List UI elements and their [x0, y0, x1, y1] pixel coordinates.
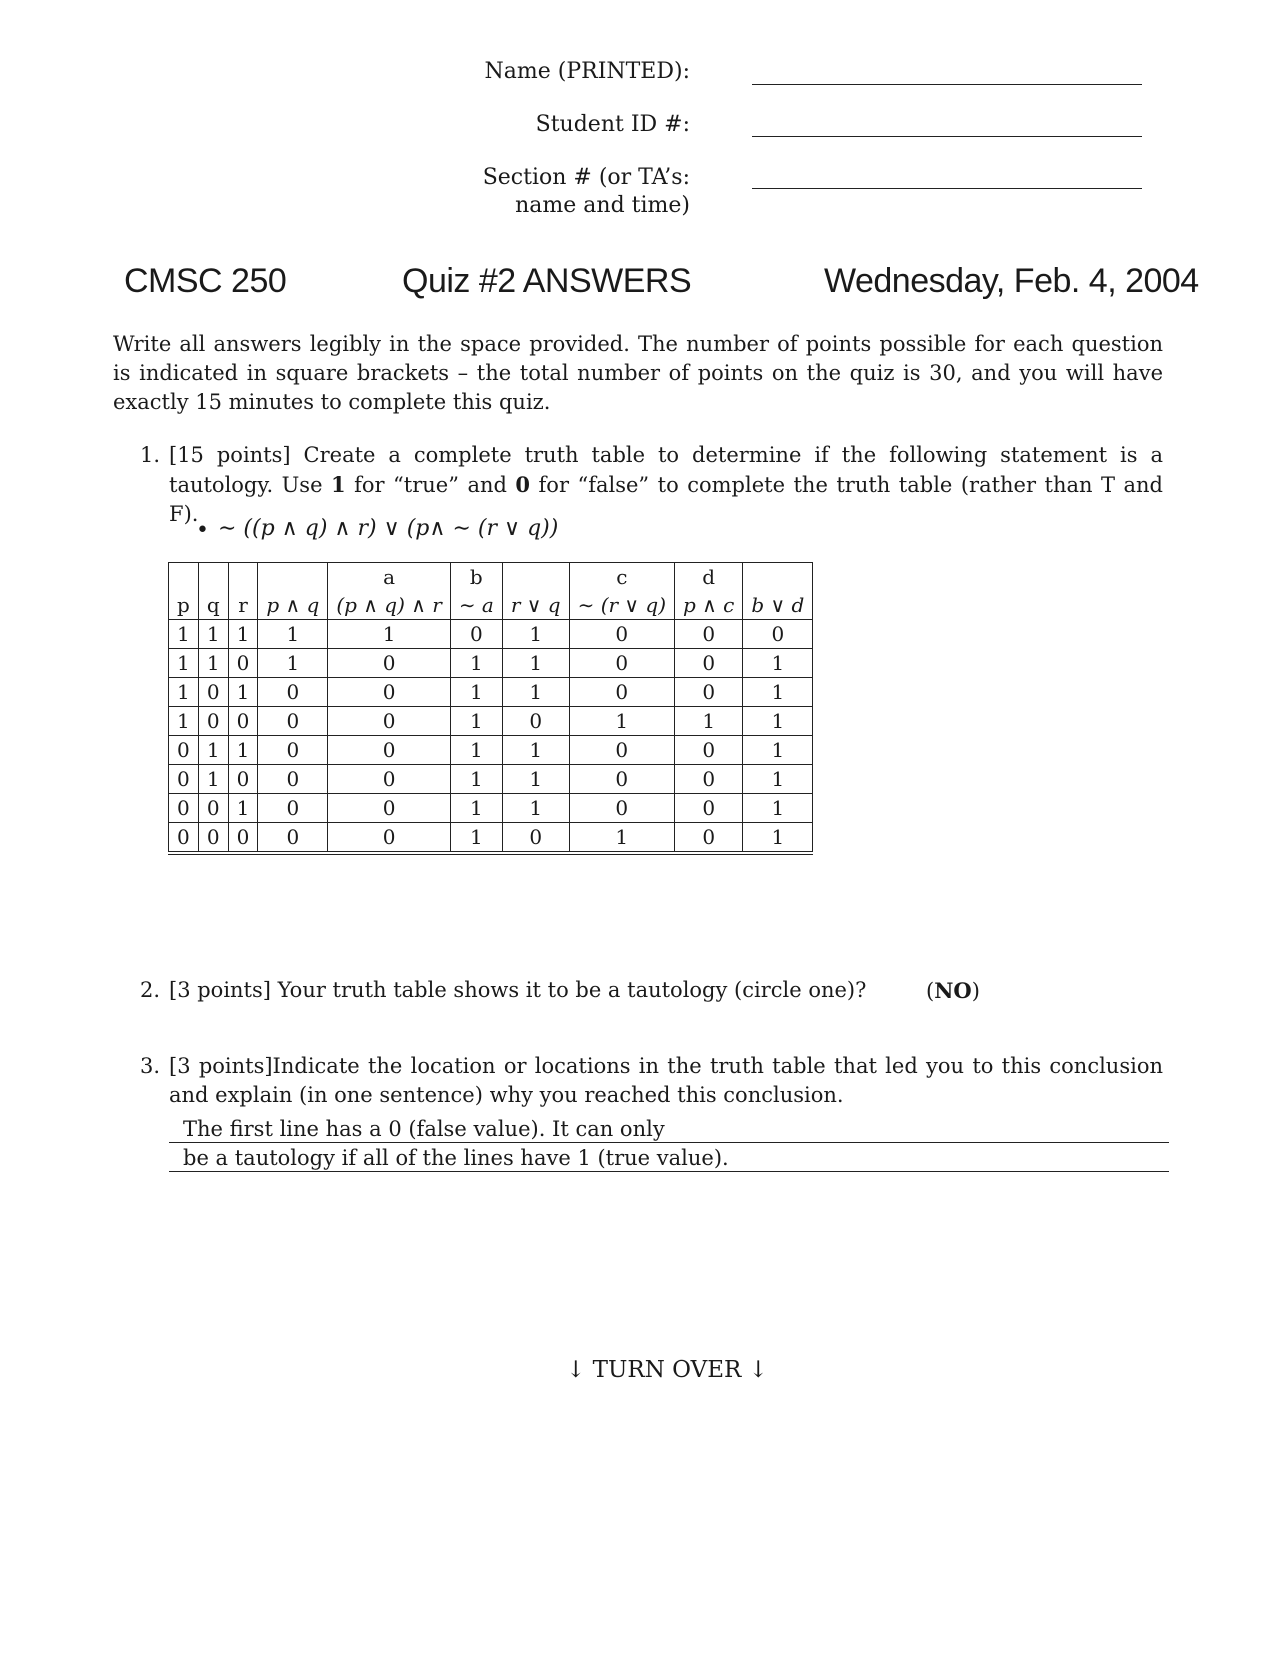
table-row-cell: 0 [569, 794, 674, 823]
table-row-cell: 1 [743, 765, 813, 794]
table-row [169, 736, 813, 765]
table-row-cell: 1 [198, 736, 228, 765]
table-row-cell: 1 [228, 736, 258, 765]
table-row-cell: 1 [743, 678, 813, 707]
table-row-cell: 1 [450, 649, 502, 678]
table-row-cell: 0 [258, 823, 328, 854]
table-row-cell: 0 [675, 620, 743, 649]
table-row-cell: 1 [502, 620, 569, 649]
formula: ∼ ((p ∧ q) ∧ r) ∨ (p∧ ∼ (r ∨ q)) [218, 516, 559, 541]
table-row-cell: 1 [569, 823, 674, 854]
table-row-cell: 0 [675, 736, 743, 765]
q1-text-part-2: for “true” and [345, 473, 516, 497]
table-row-cell: 0 [169, 794, 199, 823]
table-column-label-row-cell [502, 563, 569, 592]
table-row-cell: 0 [258, 794, 328, 823]
table-row-cell: 1 [450, 823, 502, 854]
table-row [169, 649, 813, 678]
table-row-cell: 0 [228, 649, 258, 678]
table-row-cell: 0 [169, 823, 199, 854]
table-row-cell: 1 [169, 620, 199, 649]
truth-table [168, 562, 813, 855]
table-row-cell: 0 [569, 620, 674, 649]
q1-bold-zero: 0 [515, 472, 531, 497]
q2-number: 2. [140, 978, 161, 1002]
table-row [169, 620, 813, 649]
table-row-cell: 0 [675, 794, 743, 823]
table-row-cell: 0 [228, 707, 258, 736]
q2-text: [3 points] Your truth table shows it to be a tautology (circle one)? [169, 978, 867, 1002]
table-row-cell: 1 [228, 620, 258, 649]
table-row-cell: 1 [328, 620, 450, 649]
table-row-cell: 0 [328, 765, 450, 794]
table-row-cell: 0 [228, 823, 258, 854]
table-row-cell: 1 [228, 794, 258, 823]
table-row-cell: 1 [450, 794, 502, 823]
table-row-cell: 0 [569, 736, 674, 765]
table-row-cell: 1 [450, 736, 502, 765]
table-row-cell: 0 [328, 794, 450, 823]
table-header-row-cell: p ∧ c [675, 591, 743, 620]
table-column-label-row-cell [258, 563, 328, 592]
table-row-cell: 1 [743, 823, 813, 854]
table-row-cell: 1 [743, 649, 813, 678]
table-row-cell: 1 [450, 678, 502, 707]
table-column-label-row [169, 563, 813, 592]
q1-bold-one: 1 [331, 472, 346, 497]
table-row-cell: 1 [258, 649, 328, 678]
section-field[interactable] [752, 188, 1142, 189]
table-column-label-row-cell [228, 563, 258, 592]
table-header-row-cell: ∼ a [450, 591, 502, 620]
table-row-cell: 0 [258, 707, 328, 736]
table-row-cell: 0 [169, 736, 199, 765]
table-header-row [169, 591, 813, 620]
q3-text: [3 points]Indicate the location or locations in the truth table that led you to this conclusion and explain (in one sentence) why you reached this conclusion. [169, 1054, 1163, 1107]
table-header-row-cell: p [169, 591, 199, 620]
table-row-cell: 1 [743, 707, 813, 736]
table-row-cell: 1 [502, 678, 569, 707]
table-row-cell: 0 [675, 678, 743, 707]
table-row [169, 794, 813, 823]
table-column-label-row-cell: a [328, 563, 450, 592]
table-header-row-cell: r [228, 591, 258, 620]
table-column-label-row-cell [743, 563, 813, 592]
table-row-cell: 1 [502, 794, 569, 823]
table-row-cell: 0 [258, 736, 328, 765]
table-row-cell: 0 [228, 765, 258, 794]
table-row-cell: 1 [569, 707, 674, 736]
table-row-cell: 0 [198, 678, 228, 707]
q2-answer [926, 976, 980, 1006]
table-row-cell: 0 [502, 707, 569, 736]
q1-text-part-3: for “false” to complete the truth table (rather than T and F). [169, 473, 1163, 526]
quiz-date: Wednesday, Feb. 4, 2004 [824, 262, 1199, 300]
table-row-cell: 0 [569, 765, 674, 794]
student-id-label: Student ID #: [535, 112, 690, 137]
table-row-cell: 0 [450, 620, 502, 649]
table-column-label-row-cell [169, 563, 199, 592]
table-row-cell: 0 [198, 823, 228, 854]
table-row-cell: 0 [675, 765, 743, 794]
turn-over: ↓ TURN OVER ↓ [566, 1357, 768, 1383]
formula-bullet: • [196, 518, 209, 543]
table-row-cell: 0 [169, 765, 199, 794]
section-label-line-1: Section # (or TA’s: [482, 165, 690, 190]
table-row [169, 707, 813, 736]
table-header-row-cell: b ∨ d [743, 591, 813, 620]
table-row-cell: 1 [675, 707, 743, 736]
course-title: CMSC 250 [124, 262, 287, 300]
name-label: Name (PRINTED): [484, 59, 690, 84]
student-id-field[interactable] [752, 136, 1142, 137]
table-row-cell: 0 [328, 649, 450, 678]
quiz-title: Quiz #2 ANSWERS [402, 262, 692, 300]
table-row-cell: 1 [502, 765, 569, 794]
q1-number: 1. [140, 443, 161, 467]
table-row-cell: 0 [569, 678, 674, 707]
table-header-row-cell: r ∨ q [502, 591, 569, 620]
table-row [169, 678, 813, 707]
table-header-row-cell: (p ∧ q) ∧ r [328, 591, 450, 620]
table-row-cell: 0 [328, 707, 450, 736]
table-row-cell: 0 [675, 649, 743, 678]
instructions: Write all answers legibly in the space provided. The number of points possible for each question is indicated in square brackets – the total number of points on the quiz is 30, and you will have exactly 15 minutes to complete this quiz. [113, 332, 1163, 414]
table-row-cell: 1 [228, 678, 258, 707]
table-row-cell: 0 [675, 823, 743, 854]
table-row-cell: 0 [743, 620, 813, 649]
table-row-cell: 0 [258, 765, 328, 794]
q3-number: 3. [140, 1054, 161, 1078]
table-row-cell: 1 [450, 707, 502, 736]
q2-answer-value: NO [934, 978, 972, 1003]
table-row-cell: 0 [198, 707, 228, 736]
table-header-row-cell: p ∧ q [258, 591, 328, 620]
table-row [169, 765, 813, 794]
table-column-label-row-cell [198, 563, 228, 592]
table-row-cell: 1 [258, 620, 328, 649]
table-row-cell: 0 [328, 678, 450, 707]
table-row-cell: 1 [198, 649, 228, 678]
table-row-cell: 1 [169, 678, 199, 707]
table-row-cell: 1 [169, 649, 199, 678]
table-row-cell: 0 [328, 823, 450, 854]
table-row-cell: 1 [743, 736, 813, 765]
q3-answer-line-1: The first line has a 0 (false value). It can only [169, 1116, 1169, 1143]
table-column-label-row-cell: d [675, 563, 743, 592]
section-label [310, 164, 690, 220]
q2-answer-open: ( [926, 979, 935, 1003]
table-row-cell: 0 [502, 823, 569, 854]
table-row-cell: 1 [502, 736, 569, 765]
table-row-cell: 1 [502, 649, 569, 678]
table-row-cell: 1 [198, 765, 228, 794]
table-row-cell: 1 [198, 620, 228, 649]
section-label-line-2: name and time) [515, 193, 690, 218]
table-row-cell: 0 [328, 736, 450, 765]
q2-answer-close: ) [971, 979, 980, 1003]
table-header-row-cell: ∼ (r ∨ q) [569, 591, 674, 620]
q1-text-part-1: [15 points] Create a complete truth table to determine if the following statement is a tautology. Use [169, 443, 1163, 497]
table-column-label-row-cell: b [450, 563, 502, 592]
table-row-cell: 1 [450, 765, 502, 794]
table-row-cell: 0 [258, 678, 328, 707]
table-row-cell: 1 [743, 794, 813, 823]
table-row-cell: 1 [169, 707, 199, 736]
name-field[interactable] [752, 84, 1142, 85]
q3-answer-line-2: be a tautology if all of the lines have 1 (true value). [169, 1145, 1169, 1172]
table-header-row-cell: q [198, 591, 228, 620]
table-row [169, 823, 813, 854]
table-row-cell: 0 [198, 794, 228, 823]
table-row-cell: 0 [569, 649, 674, 678]
table-column-label-row-cell: c [569, 563, 674, 592]
